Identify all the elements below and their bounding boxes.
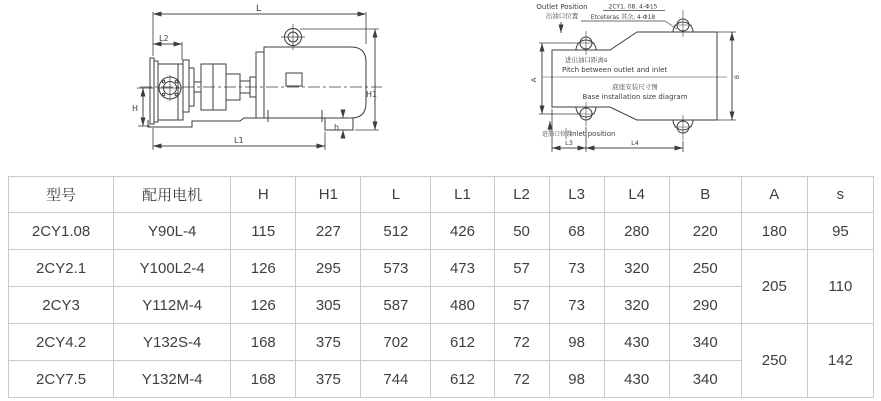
pitch-label-zh: 进出油口距离s bbox=[565, 56, 608, 64]
base-diagram-label-zh: 底座安装尺寸图 bbox=[612, 83, 658, 91]
cell-A-merged: 205 bbox=[741, 250, 807, 324]
outlet-position-label-en: Outlet Position bbox=[536, 3, 588, 11]
dim-label-H1: H1 bbox=[366, 90, 378, 99]
cell-motor: Y132M-4 bbox=[114, 361, 231, 398]
col-header-B: B bbox=[669, 177, 741, 213]
col-header-model: 型号 bbox=[9, 177, 114, 213]
cell-L: 512 bbox=[361, 213, 431, 250]
mounting-lug-top-right bbox=[673, 10, 693, 37]
dim-label-B: B bbox=[734, 74, 741, 80]
dim-label-h: h bbox=[334, 123, 340, 132]
cell-L3: 73 bbox=[549, 287, 604, 324]
cell-L2: 72 bbox=[494, 324, 549, 361]
cell-L1: 473 bbox=[431, 250, 494, 287]
cell-L: 573 bbox=[361, 250, 431, 287]
cell-B: 290 bbox=[669, 287, 741, 324]
cell-L4: 430 bbox=[604, 324, 669, 361]
col-header-H: H bbox=[231, 177, 296, 213]
cell-H1: 227 bbox=[296, 213, 361, 250]
dimension-L bbox=[153, 12, 366, 56]
col-header-s: s bbox=[807, 177, 873, 213]
dimension-L2 bbox=[153, 42, 182, 60]
cell-L2: 57 bbox=[494, 250, 549, 287]
cell-L: 587 bbox=[361, 287, 431, 324]
cell-A-merged: 250 bbox=[741, 324, 807, 398]
bolt-hole-callout-line1: 2CY1. 08. 4-Φ15 bbox=[608, 3, 658, 11]
dimension-H1 bbox=[300, 29, 379, 130]
cell-motor: Y132S-4 bbox=[114, 324, 231, 361]
cell-s-merged: 110 bbox=[807, 250, 873, 324]
cell-L3: 73 bbox=[549, 250, 604, 287]
table-row bbox=[9, 250, 874, 287]
cell-B: 250 bbox=[669, 250, 741, 287]
outlet-position-label-zh: 出油口位置 bbox=[545, 12, 579, 20]
cell-H1: 295 bbox=[296, 250, 361, 287]
cell-L3: 98 bbox=[549, 361, 604, 398]
cell-model: 2CY2.1 bbox=[9, 250, 114, 287]
gear-pump-body bbox=[150, 58, 194, 124]
dim-label-H: H bbox=[132, 104, 139, 113]
cell-L3: 98 bbox=[549, 324, 604, 361]
cell-L1: 612 bbox=[431, 361, 494, 398]
dimension-H bbox=[137, 88, 154, 126]
bolt-hole-callout-line2: Etceteras 其余, 4-Φ18 bbox=[590, 14, 656, 21]
dim-label-L: L bbox=[256, 4, 262, 14]
dimension-table bbox=[8, 176, 874, 398]
cell-H: 115 bbox=[231, 213, 296, 250]
cell-L1: 426 bbox=[431, 213, 494, 250]
pump-side-view-diagram bbox=[130, 0, 420, 168]
mounting-lug-bottom-right bbox=[673, 115, 693, 140]
cell-s-merged: 142 bbox=[807, 324, 873, 398]
col-header-L1: L1 bbox=[431, 177, 494, 213]
cell-L3: 68 bbox=[549, 213, 604, 250]
cell-motor: Y100L2-4 bbox=[114, 250, 231, 287]
dim-label-L2: L2 bbox=[159, 34, 169, 43]
table-row bbox=[9, 213, 874, 250]
col-header-L3: L3 bbox=[549, 177, 604, 213]
cell-H1: 375 bbox=[296, 361, 361, 398]
cell-H: 168 bbox=[231, 361, 296, 398]
col-header-L: L bbox=[361, 177, 431, 213]
dimension-A bbox=[539, 43, 579, 114]
motor-body bbox=[256, 47, 366, 118]
cell-L2: 57 bbox=[494, 287, 549, 324]
cell-B: 340 bbox=[669, 361, 741, 398]
base-diagram-label-en: Base installation size diagram bbox=[582, 93, 688, 101]
cell-motor: Y112M-4 bbox=[114, 287, 231, 324]
cell-L4: 320 bbox=[604, 287, 669, 324]
cell-L: 702 bbox=[361, 324, 431, 361]
cell-s: 95 bbox=[807, 213, 873, 250]
col-header-motor: 配用电机 bbox=[114, 177, 231, 213]
pitch-label-en: Pitch between outlet and inlet bbox=[562, 66, 668, 74]
cell-L2: 72 bbox=[494, 361, 549, 398]
cell-L4: 320 bbox=[604, 250, 669, 287]
cell-L2: 50 bbox=[494, 213, 549, 250]
cell-model: 2CY1.08 bbox=[9, 213, 114, 250]
cell-B: 340 bbox=[669, 324, 741, 361]
cell-H: 126 bbox=[231, 287, 296, 324]
cell-H: 126 bbox=[231, 250, 296, 287]
col-header-L4: L4 bbox=[604, 177, 669, 213]
dim-label-L1: L1 bbox=[234, 136, 244, 145]
cell-motor: Y90L-4 bbox=[114, 213, 231, 250]
dim-label-L4: L4 bbox=[631, 139, 639, 147]
cell-L: 744 bbox=[361, 361, 431, 398]
col-header-H1: H1 bbox=[296, 177, 361, 213]
cell-model: 2CY4.2 bbox=[9, 324, 114, 361]
cell-H1: 305 bbox=[296, 287, 361, 324]
base-plate-outline bbox=[543, 32, 727, 120]
cell-L1: 612 bbox=[431, 324, 494, 361]
cell-L4: 430 bbox=[604, 361, 669, 398]
cell-A: 180 bbox=[741, 213, 807, 250]
cell-model: 2CY7.5 bbox=[9, 361, 114, 398]
inlet-position-label-en: Inlet position bbox=[570, 130, 616, 138]
table-row bbox=[9, 324, 874, 361]
cell-model: 2CY3 bbox=[9, 287, 114, 324]
col-header-A: A bbox=[741, 177, 807, 213]
eye-bolt bbox=[281, 24, 305, 50]
cell-L1: 480 bbox=[431, 287, 494, 324]
cell-H1: 375 bbox=[296, 324, 361, 361]
table-header-row bbox=[9, 177, 874, 213]
cell-H: 168 bbox=[231, 324, 296, 361]
dim-label-A: A bbox=[530, 77, 538, 83]
base-installation-diagram bbox=[515, 0, 750, 168]
dim-label-L3: L3 bbox=[565, 139, 573, 147]
cell-L4: 280 bbox=[604, 213, 669, 250]
col-header-L2: L2 bbox=[494, 177, 549, 213]
inlet-position-label-zh: 进油口位置 bbox=[542, 131, 573, 138]
cell-B: 220 bbox=[669, 213, 741, 250]
